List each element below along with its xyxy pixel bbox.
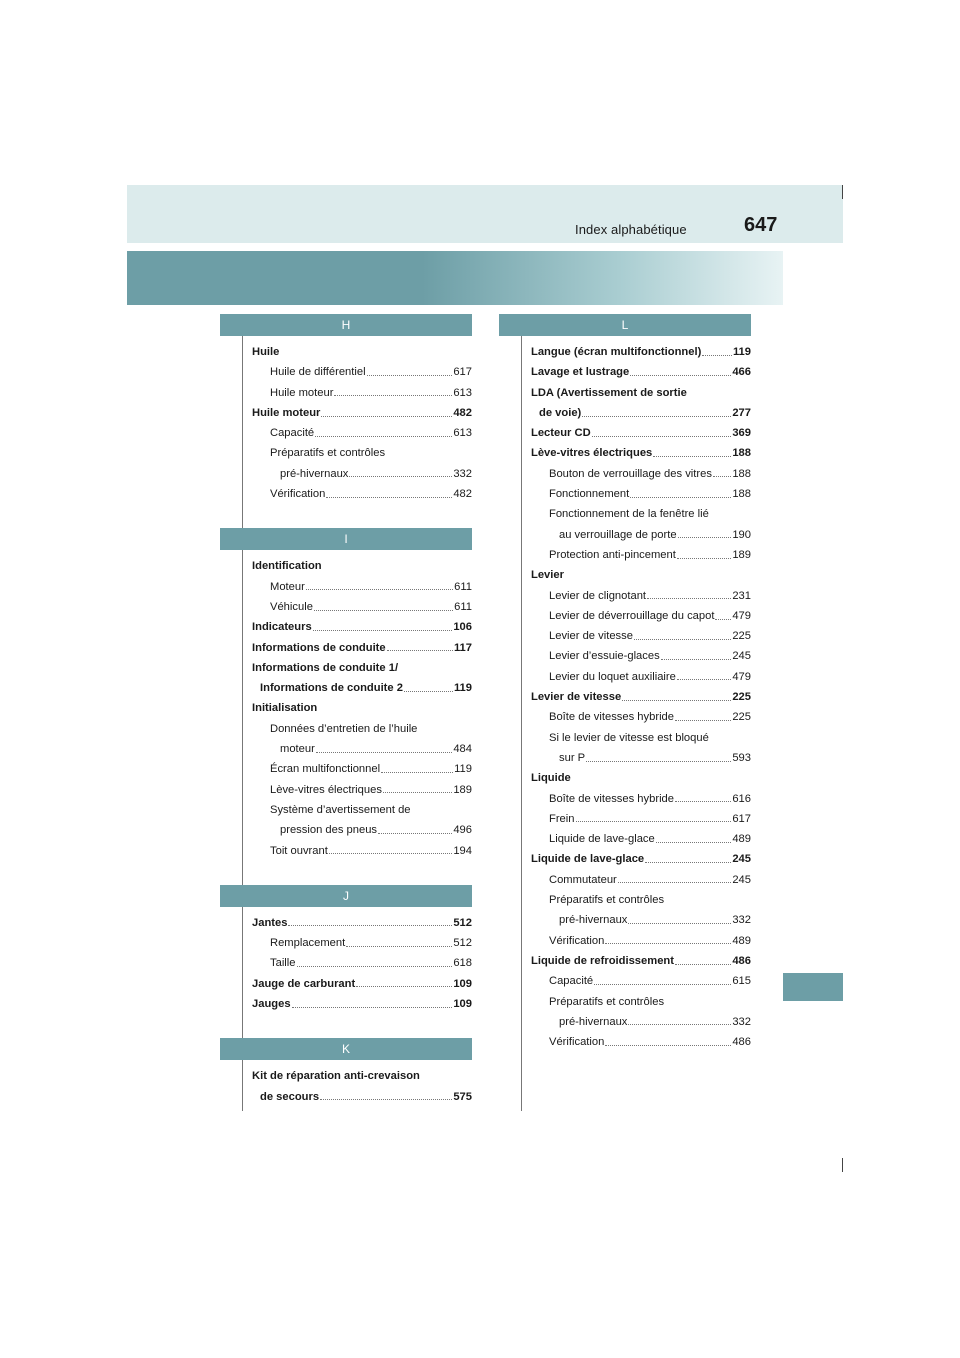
index-entry — [252, 953, 472, 973]
dot-leader — [630, 375, 731, 376]
dot-leader — [605, 1045, 731, 1046]
index-letter-heading: K — [220, 1038, 472, 1060]
index-page-ref[interactable]: 332 — [732, 914, 751, 927]
index-entry-text: Écran multifonctionnel — [270, 763, 381, 776]
index-entry — [531, 606, 751, 626]
dot-leader — [288, 925, 452, 926]
index-entry-text: Huile de différentiel — [270, 366, 366, 379]
index-entry — [531, 504, 751, 524]
index-column-right — [521, 314, 751, 1076]
index-entry — [531, 403, 751, 423]
index-entry — [531, 931, 751, 951]
index-entry — [252, 362, 472, 382]
index-entry-text: Fonctionnement de la fenêtre lié — [549, 508, 709, 521]
dot-leader — [592, 436, 732, 437]
index-entry-text: LDA (Avertissement de sortie — [531, 386, 687, 399]
decorative-band — [127, 251, 783, 305]
index-entry-text: Lève-vitres électriques — [270, 783, 382, 796]
index-entry — [531, 545, 751, 565]
index-page-ref[interactable]: 613 — [453, 427, 472, 440]
dot-leader — [675, 720, 731, 721]
index-entry-text: Informations de conduite — [252, 641, 386, 654]
dot-leader — [594, 984, 731, 985]
index-entry — [252, 820, 472, 840]
index-entry-text: Bouton de verrouillage des vitres — [549, 467, 712, 480]
index-entry-text: Levier d’essuie-glaces — [549, 650, 660, 663]
dot-leader — [387, 650, 453, 651]
dot-leader — [630, 497, 731, 498]
dot-leader — [677, 679, 731, 680]
page-number: 647 — [744, 214, 778, 236]
dot-leader — [315, 436, 452, 437]
index-entry — [252, 719, 472, 739]
index-entry-text: Données d’entretien de l’huile — [270, 722, 418, 735]
index-entry — [252, 913, 472, 933]
index-entry — [252, 638, 472, 658]
index-entry — [531, 728, 751, 748]
dot-leader — [320, 1099, 452, 1100]
dot-leader — [297, 966, 453, 967]
index-entry — [252, 739, 472, 759]
index-page-ref[interactable]: 611 — [454, 580, 472, 593]
index-letter-heading: L — [499, 314, 751, 336]
index-page-ref[interactable]: 332 — [732, 1015, 751, 1028]
dot-leader — [653, 456, 731, 457]
index-entry-text: Préparatifs et contrôles — [549, 995, 665, 1008]
index-entry-text: moteur — [280, 743, 315, 756]
index-entry-text: Indicateurs — [252, 621, 312, 634]
index-entry-text: Informations de conduite 2 — [260, 682, 403, 695]
index-page-ref[interactable]: 369 — [732, 427, 751, 440]
index-entry-text: de voie) — [539, 406, 582, 419]
index-entry-text: sur P — [559, 751, 586, 764]
dot-leader — [329, 853, 452, 854]
index-entry-text: Levier de déverrouillage du capot — [549, 609, 715, 622]
dot-leader — [661, 659, 732, 660]
dot-leader — [656, 842, 732, 843]
index-page-ref[interactable]: 593 — [732, 751, 751, 764]
index-entry-text: Levier de vitesse — [531, 691, 622, 704]
dot-leader — [576, 821, 732, 822]
index-entry-text: Taille — [270, 957, 296, 970]
index-entry — [252, 780, 472, 800]
index-entry-text: Levier — [531, 569, 564, 582]
index-entry — [252, 342, 472, 362]
index-entry — [531, 626, 751, 646]
index-page-ref[interactable]: 484 — [453, 743, 472, 756]
index-entries — [242, 907, 472, 1038]
index-entries — [242, 1060, 472, 1131]
index-entry-text: Langue (écran multifonctionnel) — [531, 346, 702, 358]
dot-leader — [628, 923, 731, 924]
index-entry — [252, 933, 472, 953]
index-entry-text: Huile moteur — [252, 406, 321, 419]
index-page-ref[interactable]: 482 — [453, 406, 472, 419]
index-entry-text: Protection anti-pincement — [549, 548, 676, 561]
dot-leader — [675, 964, 731, 965]
dot-leader — [677, 558, 731, 559]
index-entry — [531, 362, 751, 382]
index-entry — [252, 1066, 472, 1086]
index-entry — [531, 768, 751, 788]
index-entry-text: Vérification — [549, 934, 605, 947]
index-entry-text: Commutateur — [549, 873, 617, 886]
dot-leader — [316, 752, 453, 753]
dot-leader — [713, 476, 731, 477]
index-entry-text: Lève-vitres électriques — [531, 447, 653, 460]
index-entry — [531, 870, 751, 890]
header-band — [127, 185, 843, 243]
index-entry-text: Liquide de lave-glace — [531, 853, 645, 866]
index-entry-text: Système d’avertissement de — [270, 803, 411, 816]
index-entry — [252, 464, 472, 484]
index-page-ref[interactable]: 117 — [453, 641, 472, 654]
index-entry — [531, 383, 751, 403]
index-entry-text: Remplacement — [270, 937, 346, 950]
index-page-ref[interactable]: 225 — [732, 691, 751, 704]
index-entry — [531, 1012, 751, 1032]
index-entry — [531, 849, 751, 869]
dot-leader — [346, 946, 452, 947]
index-entry-text: pression des pneus — [280, 824, 378, 837]
index-entry-text: Vérification — [270, 488, 326, 501]
index-entry — [531, 971, 751, 991]
index-page-ref[interactable]: 615 — [732, 975, 751, 988]
index-entry — [531, 748, 751, 768]
index-entry-text: Liquide de refroidissement — [531, 954, 674, 967]
dot-leader — [321, 416, 452, 417]
index-entry — [531, 687, 751, 707]
index-page-ref[interactable]: 479 — [732, 609, 751, 622]
index-entry-text: Frein — [549, 812, 575, 825]
index-entry — [252, 423, 472, 443]
dot-leader — [675, 801, 731, 802]
index-page-ref[interactable]: 188 — [732, 467, 751, 480]
index-entry-text: pré-hivernaux — [280, 467, 349, 480]
dot-leader — [367, 375, 453, 376]
index-entry — [531, 809, 751, 829]
index-page-ref[interactable]: 119 — [453, 682, 472, 695]
index-entry-text: Liquide — [531, 772, 571, 785]
index-entry — [531, 667, 751, 687]
index-page-ref[interactable]: 575 — [453, 1090, 472, 1103]
index-page-ref[interactable]: 106 — [453, 621, 472, 634]
index-entry-text: au verrouillage de porte — [559, 528, 677, 541]
dot-leader — [381, 772, 453, 773]
index-letter-heading: J — [220, 885, 472, 907]
dot-leader — [313, 630, 453, 631]
index-entry-text: Fonctionnement — [549, 488, 630, 501]
index-page-ref[interactable]: 119 — [732, 346, 751, 358]
index-entry — [252, 658, 472, 678]
dot-leader — [715, 619, 731, 620]
index-page-ref[interactable]: 616 — [732, 792, 751, 805]
index-entries — [521, 336, 751, 1076]
index-page-ref[interactable]: 479 — [732, 670, 751, 683]
dot-leader — [334, 395, 452, 396]
index-entry-text: Huile — [252, 346, 280, 358]
index-page-ref[interactable]: 277 — [732, 406, 751, 419]
index-entry-text: Lavage et lustrage — [531, 366, 630, 379]
dot-leader — [645, 862, 731, 863]
index-entry-text: Boîte de vitesses hybride — [549, 792, 674, 805]
dot-leader — [647, 598, 731, 599]
index-page-ref[interactable]: 190 — [732, 528, 751, 541]
index-page-ref[interactable]: 489 — [732, 934, 751, 947]
index-page-ref[interactable]: 245 — [732, 873, 751, 886]
index-page-ref[interactable]: 109 — [453, 977, 472, 990]
dot-leader — [314, 610, 453, 611]
index-page-ref[interactable]: 188 — [732, 447, 751, 460]
index-entry — [531, 423, 751, 443]
dot-leader — [634, 639, 731, 640]
index-entry — [531, 1032, 751, 1052]
index-entry-text: Huile moteur — [270, 386, 334, 399]
index-entry — [252, 556, 472, 576]
index-column-left — [242, 314, 472, 1131]
index-entry-text: Véhicule — [270, 600, 313, 613]
index-entry — [252, 974, 472, 994]
index-letter-heading: I — [220, 528, 472, 550]
index-page-ref[interactable]: 245 — [732, 650, 751, 663]
index-entry — [531, 707, 751, 727]
index-entry — [252, 484, 472, 504]
index-entry — [252, 994, 472, 1014]
index-page-ref[interactable]: 611 — [454, 600, 472, 613]
index-entry-text: Préparatifs et contrôles — [549, 894, 665, 907]
index-entry-text: Lecteur CD — [531, 427, 591, 440]
index-entry-text: Informations de conduite 1/ — [252, 661, 399, 674]
index-page-ref[interactable]: 618 — [453, 957, 472, 970]
dot-leader — [702, 355, 732, 356]
index-page-ref[interactable]: 617 — [732, 812, 751, 825]
index-entry-text: pré-hivernaux — [559, 914, 628, 927]
index-entry-text: Jantes — [252, 916, 288, 929]
index-letter-heading: H — [220, 314, 472, 336]
index-entry-text: Toit ouvrant — [270, 844, 328, 857]
dot-leader — [326, 497, 452, 498]
section-side-tab — [783, 973, 843, 1001]
index-entry-text: Jauges — [252, 998, 291, 1011]
dot-leader — [586, 761, 731, 762]
dot-leader — [618, 882, 732, 883]
index-entry — [531, 484, 751, 504]
dot-leader — [306, 589, 453, 590]
index-page-ref[interactable]: 512 — [453, 916, 472, 929]
index-entry — [252, 841, 472, 861]
index-entry-text: Boîte de vitesses hybride — [549, 711, 674, 724]
dot-leader — [678, 537, 732, 538]
index-page-ref[interactable]: 225 — [732, 630, 751, 643]
index-entry — [252, 597, 472, 617]
index-page-ref[interactable]: 486 — [732, 1036, 751, 1049]
index-entry — [252, 698, 472, 718]
section-title: Index alphabétique — [575, 222, 687, 237]
index-page-ref[interactable]: 189 — [732, 548, 751, 561]
index-entry-text: Levier de vitesse — [549, 630, 633, 643]
index-page-ref[interactable]: 332 — [453, 467, 472, 480]
index-entry — [531, 464, 751, 484]
index-entry — [531, 789, 751, 809]
index-page-ref[interactable]: 496 — [453, 824, 472, 837]
index-entry-text: Kit de réparation anti-crevaison — [252, 1070, 420, 1083]
index-page-ref[interactable]: 617 — [453, 366, 472, 379]
index-entry — [252, 678, 472, 698]
index-entry — [531, 951, 751, 971]
index-entry-text: Levier du loquet auxiliaire — [549, 670, 676, 683]
index-page-ref[interactable]: 613 — [453, 386, 472, 399]
index-entry-text: Liquide de lave-glace — [549, 833, 655, 846]
index-entry — [252, 1087, 472, 1107]
index-page-ref[interactable]: 109 — [453, 998, 472, 1011]
index-entry-text: Si le levier de vitesse est bloqué — [549, 731, 709, 744]
crop-mark-bottom — [842, 1158, 843, 1172]
index-entry-text: pré-hivernaux — [559, 1015, 628, 1028]
index-entry-text: Identification — [252, 560, 322, 573]
dot-leader — [292, 1007, 453, 1008]
index-entry — [252, 443, 472, 463]
index-page-ref[interactable]: 119 — [454, 763, 472, 776]
index-entry — [531, 525, 751, 545]
index-entry — [252, 800, 472, 820]
index-page-ref[interactable]: 231 — [732, 589, 751, 602]
index-entry-text: Capacité — [270, 427, 315, 440]
index-entry-text: Initialisation — [252, 702, 318, 715]
index-entry — [531, 565, 751, 585]
index-entry — [531, 890, 751, 910]
dot-leader — [404, 691, 453, 692]
dot-leader — [349, 476, 452, 477]
index-page-ref[interactable]: 194 — [453, 844, 472, 857]
dot-leader — [605, 943, 731, 944]
index-entry-text: Levier de clignotant — [549, 589, 647, 602]
index-page-ref[interactable]: 482 — [453, 488, 472, 501]
index-entry-text: Capacité — [549, 975, 594, 988]
dot-leader — [622, 700, 731, 701]
index-entry — [252, 617, 472, 637]
index-entry-text: Vérification — [549, 1036, 605, 1049]
index-page-ref[interactable]: 189 — [453, 783, 472, 796]
index-entry — [531, 586, 751, 606]
index-entry — [252, 403, 472, 423]
index-entry — [531, 443, 751, 463]
dot-leader — [356, 986, 452, 987]
index-page-ref[interactable]: 512 — [453, 937, 472, 950]
index-entry — [531, 910, 751, 930]
index-page-ref[interactable]: 489 — [732, 833, 751, 846]
index-page-ref[interactable]: 225 — [732, 711, 751, 724]
index-page-ref[interactable]: 466 — [732, 366, 751, 379]
index-entry-text: Jauge de carburant — [252, 977, 356, 990]
index-entry — [531, 992, 751, 1012]
crop-mark-top — [842, 185, 843, 199]
index-entry — [531, 342, 751, 362]
index-entries — [242, 336, 472, 528]
dot-leader — [628, 1024, 731, 1025]
index-entry — [252, 577, 472, 597]
dot-leader — [383, 792, 452, 793]
index-entry-text: Moteur — [270, 580, 305, 593]
index-entry — [531, 646, 751, 666]
index-page-ref[interactable]: 245 — [732, 853, 751, 866]
index-entry — [252, 383, 472, 403]
dot-leader — [378, 833, 452, 834]
index-page-ref[interactable]: 486 — [732, 954, 751, 967]
index-page-ref[interactable]: 188 — [732, 488, 751, 501]
index-entry-text: de secours — [260, 1090, 320, 1103]
index-entries — [242, 550, 472, 884]
dot-leader — [582, 416, 731, 417]
index-entry — [252, 759, 472, 779]
index-entry — [531, 829, 751, 849]
index-entry-text: Préparatifs et contrôles — [270, 447, 386, 460]
